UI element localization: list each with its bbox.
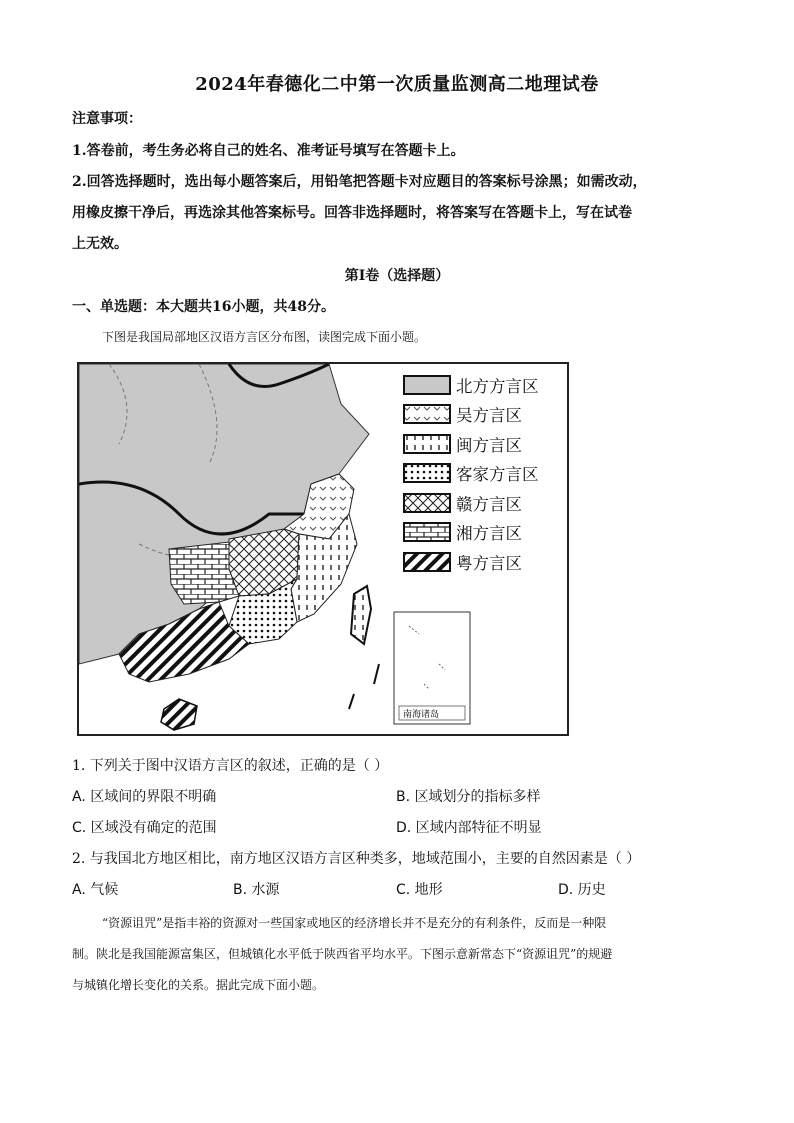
legend-swatch-hakka — [403, 463, 451, 483]
legend-item-yue — [403, 547, 539, 577]
part-heading: 一、单选题：本大题共16小题，共48分。 — [72, 299, 335, 315]
passage-line-1: “资源诅咒”是指丰裕的资源对一些国家或地区的经济增长并不是充分的有利条件，反而是一种限 — [102, 916, 607, 930]
legend-swatch-wu — [403, 404, 451, 424]
legend-label-xiang: 湘方言区 — [456, 524, 522, 544]
legend-item-xiang — [403, 518, 539, 548]
note-line-4: 上无效。 — [72, 236, 128, 252]
region-hainan — [161, 699, 197, 730]
question-2-stem: 2. 与我国北方地区相比，南方地区汉语方言区种类多，地域范围小，主要的自然因素是（ ） — [72, 851, 641, 867]
passage-line-2: 制。陕北是我国能源富集区，但城镇化水平低于陕西省平均水平。下图示意新常态下“资源诅咒”的规避 — [72, 947, 613, 961]
question-1-option-c[interactable]: C. 区域没有确定的范围 — [72, 820, 217, 836]
legend-item-hakka — [403, 459, 539, 489]
passage-line-3: 与城镇化增长变化的关系。据此完成下面小题。 — [72, 978, 325, 992]
legend-label-hakka: 客家方言区 — [456, 465, 539, 485]
legend-item-wu — [403, 400, 539, 430]
question-2-option-c[interactable]: C. 地形 — [396, 882, 443, 898]
legend-item-min — [403, 429, 539, 459]
note-line-2: 2.回答选择题时，选出每小题答案后，用铅笔把答题卡对应题目的答案标号涂黑；如需改动， — [72, 174, 647, 190]
question-2-option-d[interactable]: D. 历史 — [558, 882, 606, 898]
question-1-stem: 1. 下列关于图中汉语方言区的叙述，正确的是（ ） — [72, 758, 389, 774]
legend-swatch-gan — [403, 493, 451, 513]
note-line-1: 1.答卷前，考生务必将自己的姓名、准考证号填写在答题卡上。 — [72, 143, 465, 159]
legend-item-north — [403, 370, 539, 400]
map-legend — [403, 370, 539, 577]
question-2-option-b[interactable]: B. 水源 — [233, 882, 280, 898]
legend-label-gan: 赣方言区 — [456, 494, 522, 514]
question-2-option-a[interactable]: A. 气候 — [72, 882, 119, 898]
legend-label-north: 北方方言区 — [456, 376, 539, 396]
note-line-3: 用橡皮擦干净后，再选涂其他答案标号。回答非选择题时，将答案写在答题卡上，写在试卷 — [72, 205, 632, 221]
legend-label-wu: 吴方言区 — [456, 406, 522, 426]
inset-label: 南海诸岛 — [403, 710, 440, 720]
section-title: 第Ⅰ卷（选择题） — [344, 268, 450, 284]
legend-label-yue: 粤方言区 — [456, 553, 522, 573]
legend-swatch-north — [403, 375, 451, 395]
legend-swatch-xiang — [403, 522, 451, 542]
legend-swatch-yue — [403, 552, 451, 572]
region-taiwan — [351, 586, 371, 644]
notes-heading: 注意事项： — [72, 111, 142, 127]
region-xiang — [169, 542, 239, 604]
map-intro: 下图是我国局部地区汉语方言区分布图，读图完成下面小题。 — [102, 330, 427, 344]
legend-swatch-min — [403, 434, 451, 454]
page-title: 2024年春德化二中第一次质量监测高二地理试卷 — [195, 74, 599, 95]
question-1-option-b[interactable]: B. 区域划分的指标多样 — [396, 789, 541, 805]
question-1-option-a[interactable]: A. 区域间的界限不明确 — [72, 789, 217, 805]
legend-item-gan — [403, 488, 539, 518]
legend-label-min: 闽方言区 — [456, 435, 522, 455]
question-1-option-d[interactable]: D. 区域内部特征不明显 — [396, 820, 542, 836]
